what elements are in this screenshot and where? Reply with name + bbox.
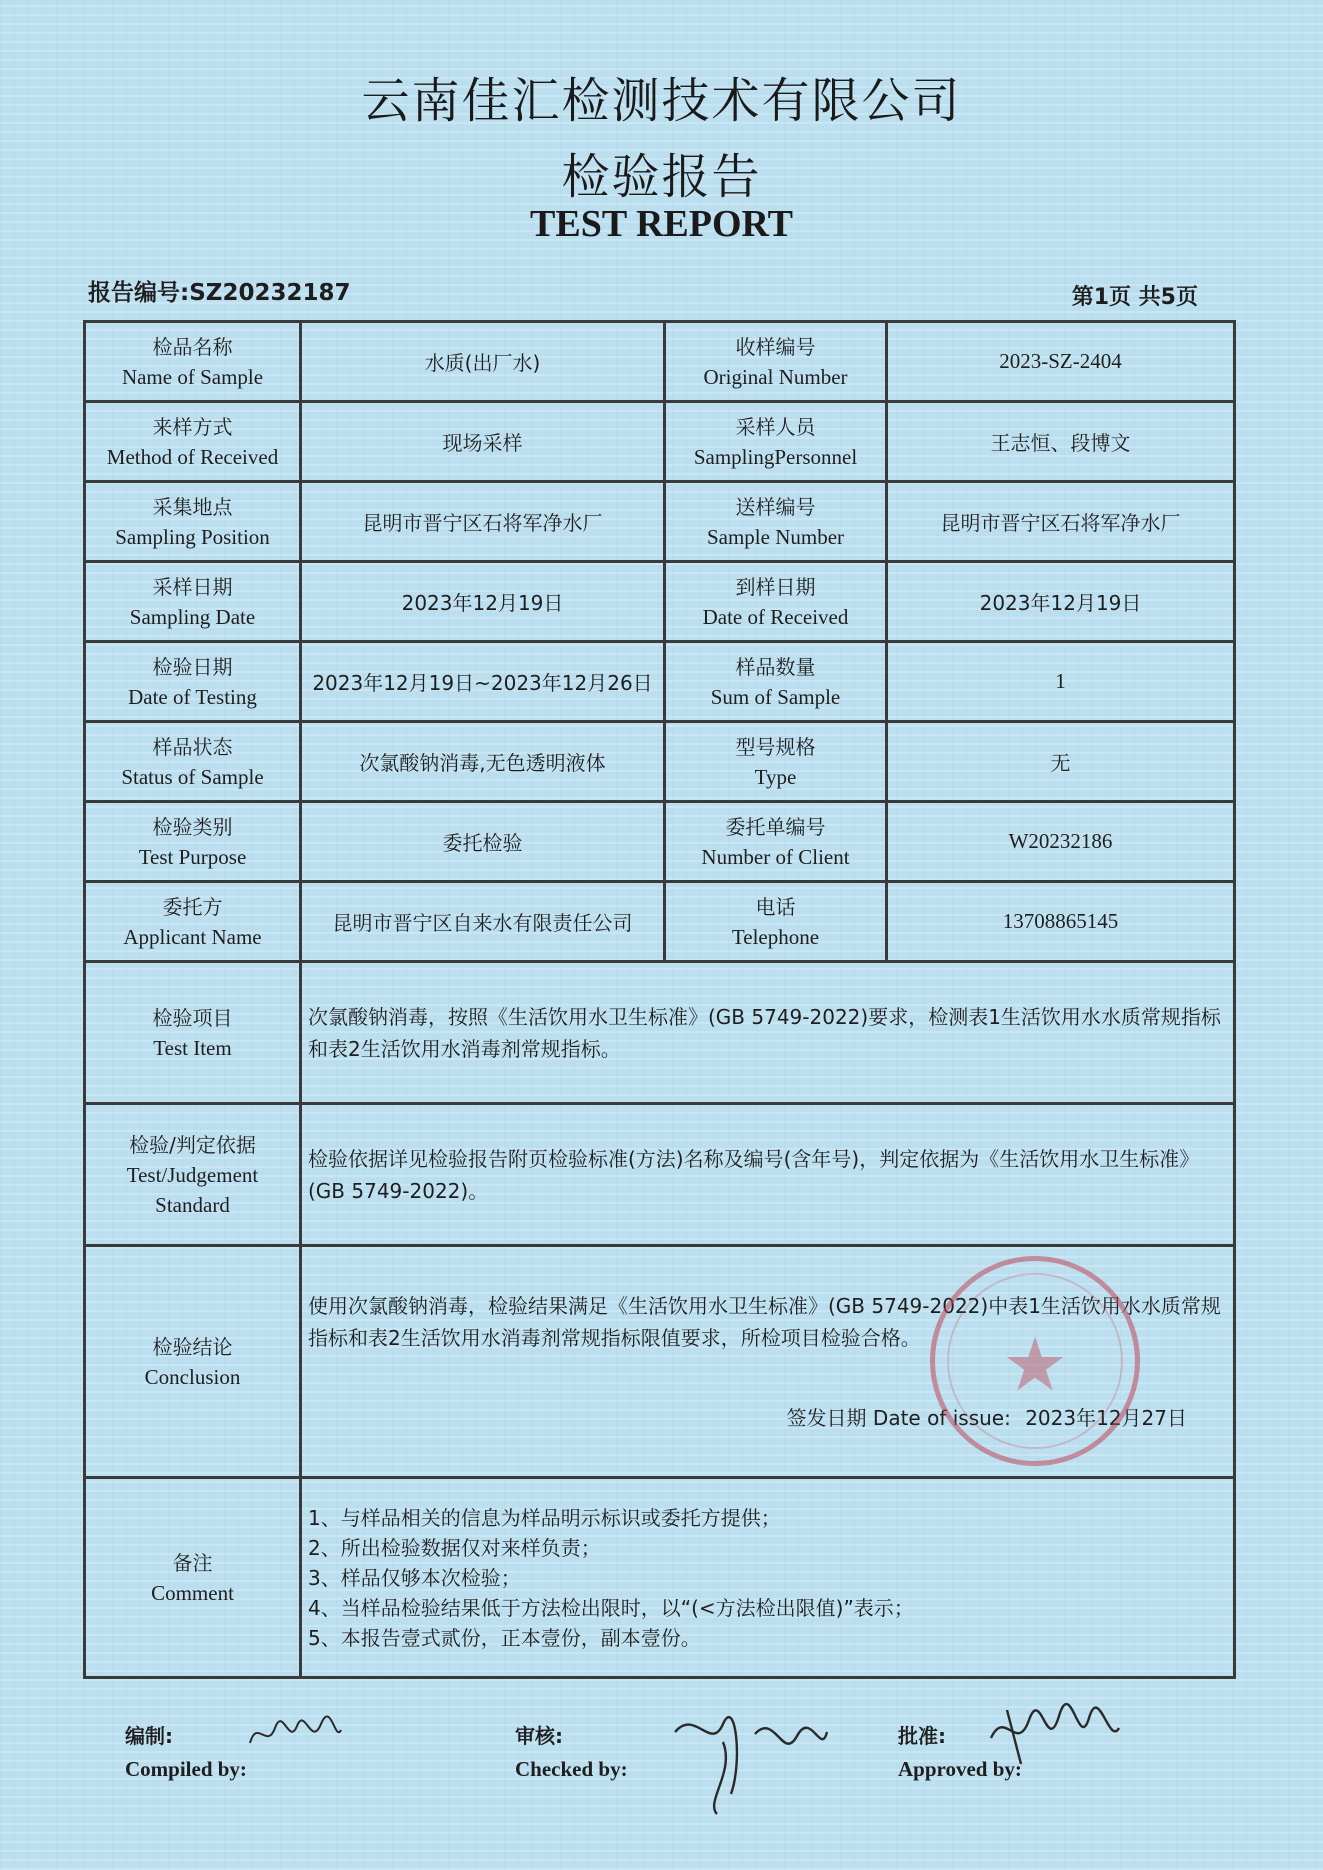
table-row (85, 562, 1235, 642)
table-row (85, 722, 1235, 802)
approved-signature (985, 1694, 1125, 1774)
sum-sample-value: 1 (887, 642, 1235, 722)
company-name: 云南佳汇检测技术有限公司 (361, 73, 962, 129)
table-row (85, 402, 1235, 482)
table-row (85, 322, 1235, 402)
field-label: 收样编号 Original Number (665, 322, 887, 402)
field-label: 备注 Comment (85, 1478, 301, 1678)
field-label: 检验项目 Test Item (85, 962, 301, 1104)
field-label: 采样人员 SamplingPersonnel (665, 402, 887, 482)
compiled-by-label-cn: 编制: (125, 1724, 173, 1748)
table-row (85, 962, 1235, 1104)
compiled-by-label-en: Compiled by: (125, 1757, 247, 1781)
table-row (85, 642, 1235, 722)
list-item: 3、样品仅够本次检验； (308, 1565, 521, 1590)
comment-cell (301, 1478, 1235, 1678)
checked-by-block (515, 1720, 628, 1782)
field-label: 检验结论 Conclusion (85, 1246, 301, 1478)
report-title-en: TEST REPORT (530, 203, 793, 245)
field-label: 采集地点 Sampling Position (85, 482, 301, 562)
table-row (85, 802, 1235, 882)
table-row (85, 482, 1235, 562)
report-title-cn: 检验报告 (561, 149, 762, 205)
list-item: 5、本报告壹式贰份，正本壹份，副本壹份。 (308, 1625, 701, 1650)
signature-area (0, 1708, 1323, 1828)
checked-by-label-en: Checked by: (515, 1757, 628, 1781)
sampling-position-value: 昆明市晋宁区石将军净水厂 (301, 482, 665, 562)
field-label: 检验类别 Test Purpose (85, 802, 301, 882)
test-item-text: 次氯酸钠消毒，按照《生活饮用水卫生标准》(GB 5749-2022)要求，检测表1生活饮用水水质常规指标和表2生活饮用水消毒剂常规指标。 (301, 962, 1235, 1104)
telephone-value: 13708865145 (887, 882, 1235, 962)
conclusion-text: 使用次氯酸钠消毒，检验结果满足《生活饮用水卫生标准》(GB 5749-2022)中表1生活饮用水水质常规指标和表2生活饮用水消毒剂常规指标限值要求，所检项目检验合格。 (308, 1293, 1221, 1350)
compiled-by-block (125, 1720, 247, 1782)
sampling-personnel-value: 王志恒、段博文 (887, 402, 1235, 482)
report-number: 报告编号:SZ20232187 (88, 280, 351, 306)
field-label: 委托方 Applicant Name (85, 882, 301, 962)
type-value: 无 (887, 722, 1235, 802)
issue-date-label: 签发日期 Date of issue: (786, 1405, 1011, 1430)
original-number-value: 2023-SZ-2404 (887, 322, 1235, 402)
field-label: 到样日期 Date of Received (665, 562, 887, 642)
checked-signature (665, 1702, 835, 1820)
field-label: 型号规格 Type (665, 722, 887, 802)
method-received-value: 现场采样 (301, 402, 665, 482)
list-item: 2、所出检验数据仅对来样负责； (308, 1535, 601, 1560)
sample-status-value: 次氯酸钠消毒,无色透明液体 (301, 722, 665, 802)
date-testing-value: 2023年12月19日~2023年12月26日 (301, 642, 665, 722)
table-row (85, 1478, 1235, 1678)
list-item: 1、与样品相关的信息为样品明示标识或委托方提供； (308, 1505, 781, 1530)
field-label: 样品数量 Sum of Sample (665, 642, 887, 722)
table-row (85, 882, 1235, 962)
list-item: 4、当样品检验结果低于方法检出限时，以“(<方法检出限值)”表示； (308, 1595, 914, 1620)
issue-date-value: 2023年12月27日 (1025, 1405, 1187, 1430)
client-number-value: W20232186 (887, 802, 1235, 882)
approved-by-label-en: Approved by: (898, 1757, 1022, 1781)
sampling-date-value: 2023年12月19日 (301, 562, 665, 642)
field-label: 来样方式 Method of Received (85, 402, 301, 482)
sample-name-value: 水质(出厂水) (301, 322, 665, 402)
official-seal (930, 1256, 1140, 1466)
field-label: 送样编号 Sample Number (665, 482, 887, 562)
sample-number-value: 昆明市晋宁区石将军净水厂 (887, 482, 1235, 562)
page-indicator: 第1页 共5页 (1071, 285, 1198, 310)
date-received-value: 2023年12月19日 (887, 562, 1235, 642)
standard-text: 检验依据详见检验报告附页检验标准(方法)名称及编号(含年号)，判定依据为《生活饮用水卫生标准》(GB 5749-2022)。 (301, 1104, 1235, 1246)
comment-list (308, 1503, 1223, 1653)
seal-star-icon: ★ (1001, 1322, 1069, 1408)
field-label: 电话 Telephone (665, 882, 887, 962)
field-label: 检验/判定依据 Test/Judgement Standard (85, 1104, 301, 1246)
compiled-signature (245, 1708, 345, 1758)
test-purpose-value: 委托检验 (301, 802, 665, 882)
applicant-name-value: 昆明市晋宁区自来水有限责任公司 (301, 882, 665, 962)
field-label: 检品名称 Name of Sample (85, 322, 301, 402)
table-row (85, 1104, 1235, 1246)
checked-by-label-cn: 审核: (515, 1724, 563, 1748)
field-label: 样品状态 Status of Sample (85, 722, 301, 802)
field-label: 委托单编号 Number of Client (665, 802, 887, 882)
report-table (83, 320, 1236, 1679)
approved-by-label-cn: 批准: (898, 1724, 946, 1748)
field-label: 检验日期 Date of Testing (85, 642, 301, 722)
field-label: 采样日期 Sampling Date (85, 562, 301, 642)
